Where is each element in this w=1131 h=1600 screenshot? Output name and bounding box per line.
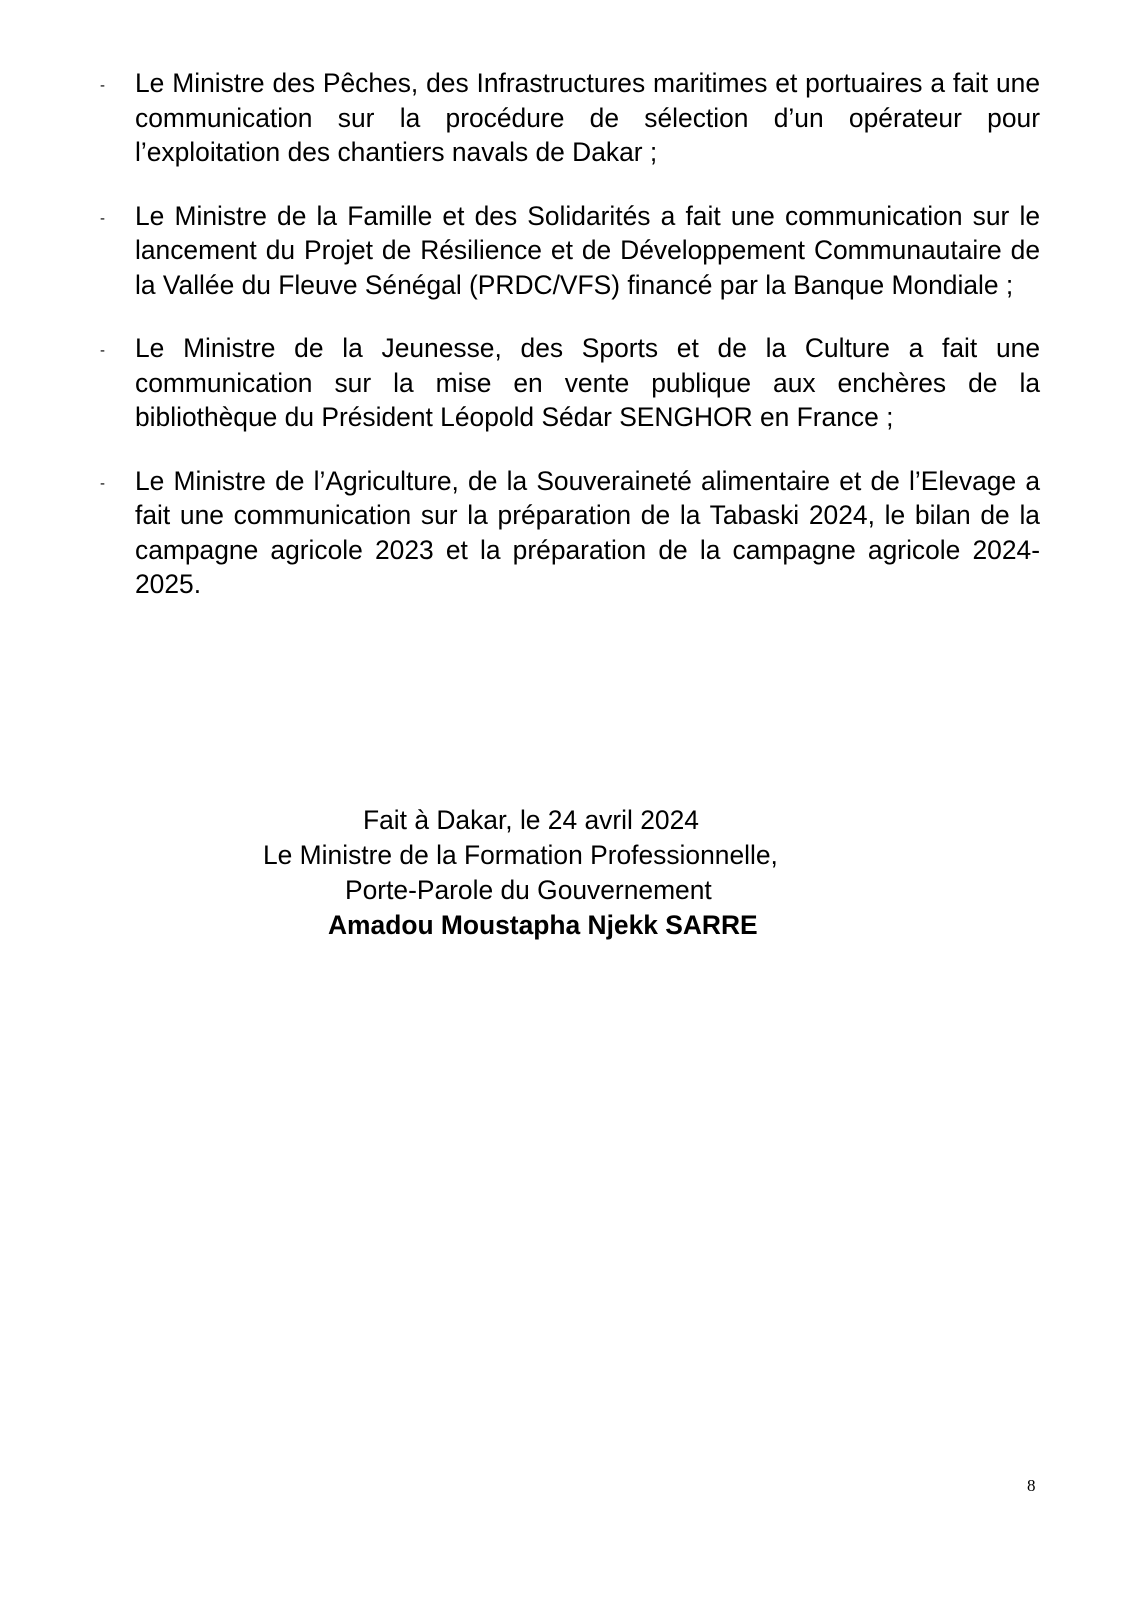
signatory-name: Amadou Moustapha Njekk SARRE — [328, 910, 758, 940]
bullet-dash: - — [100, 77, 105, 94]
list-item — [100, 66, 1040, 170]
bullet-dash: - — [100, 474, 105, 492]
list-item-text: Le Ministre des Pêches, des Infrastructures maritimes et portuaires a fait une communication sur la procédure de sélection d’un opérateur pour l’exploitation des chantiers navals de Dakar ; — [135, 68, 1040, 167]
bullet-dash: - — [100, 342, 105, 359]
list-item — [100, 464, 1040, 602]
bullet-dash: - — [100, 209, 105, 227]
list-item-text: Le Ministre de la Famille et des Solidarités a fait une communication sur le lancement du Projet de Résilience et de Développement Communautaire de la Vallée du Fleuve Sénégal (PRDC/VFS) financé par la Banque Mondiale ; — [135, 200, 1040, 300]
signature-place-date: Fait à Dakar, le 24 avril 2024 — [363, 805, 699, 835]
list-item — [100, 331, 1040, 435]
list-item — [100, 199, 1040, 303]
communications-list — [100, 66, 1040, 631]
list-item-text: Le Ministre de la Jeunesse, des Sports et de la Culture a fait une communication sur la mise en vente publique aux enchères de la bibliothèque du Président Léopold Sédar SENGHOR en France ; — [135, 333, 1040, 432]
list-item-text: Le Ministre de l’Agriculture, de la Souveraineté alimentaire et de l’Elevage a fait une communication sur la préparation de la Tabaski 2024, le bilan de la campagne agricole 2023 et la préparation de la campagne agricole 2024-2025. — [135, 465, 1040, 599]
page-number: 8 — [1027, 1476, 1036, 1495]
signature-title-line: Le Ministre de la Formation Professionnelle, — [263, 840, 778, 870]
signature-title-line: Porte-Parole du Gouvernement — [345, 875, 712, 905]
